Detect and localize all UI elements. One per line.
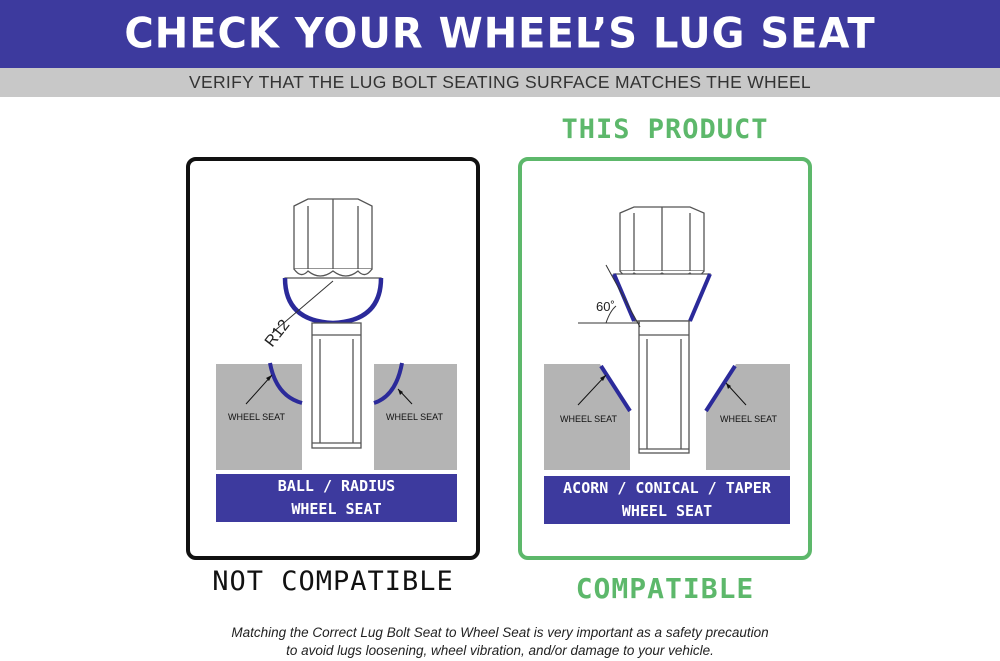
wheel-seat-callout-right: WHEEL SEAT: [386, 412, 444, 422]
subtitle-bar: [0, 68, 1000, 97]
not-compatible-label: NOT COMPATIBLE: [212, 566, 454, 597]
conical-seat-label: [544, 476, 790, 524]
conical-seat-card: [518, 157, 812, 560]
ball-seat-label-line1: BALL / RADIUS: [277, 477, 396, 495]
bolt-hex-head: [620, 207, 704, 278]
bolt-shank: [639, 321, 689, 453]
bolt-hex-head: [294, 199, 372, 276]
ball-seat-card: [186, 157, 480, 560]
safety-note-line2: to avoid lugs loosening, wheel vibration, and/or damage to your vehicle.: [286, 643, 714, 658]
wheel-seat-callout-right: WHEEL SEAT: [720, 414, 778, 424]
conical-seat-label-line2: WHEEL SEAT: [621, 502, 713, 520]
page-title: CHECK YOUR WHEEL’S LUG SEAT: [124, 9, 876, 59]
bolt-shank: [312, 323, 361, 448]
radius-label: R12: [261, 316, 294, 351]
ball-seat-label-line2: WHEEL SEAT: [291, 500, 382, 518]
safety-note: [0, 624, 1000, 660]
compatible-label: COMPATIBLE: [575, 572, 755, 605]
wheel-seat-callout-left: WHEEL SEAT: [560, 414, 618, 424]
page-subtitle: VERIFY THAT THE LUG BOLT SEATING SURFACE MATCHES THE WHEEL: [189, 72, 811, 92]
conical-seat-label-line1: ACORN / CONICAL / TAPER: [563, 479, 771, 497]
this-product-label: THIS PRODUCT: [561, 114, 769, 145]
ball-seat-label: [216, 474, 457, 522]
safety-note-line1: Matching the Correct Lug Bolt Seat to Wheel Seat is very important as a safety precaution: [231, 625, 769, 640]
header-banner: [0, 0, 1000, 68]
wheel-seat-callout-left: WHEEL SEAT: [228, 412, 286, 422]
angle-label: 60˚: [596, 299, 615, 314]
